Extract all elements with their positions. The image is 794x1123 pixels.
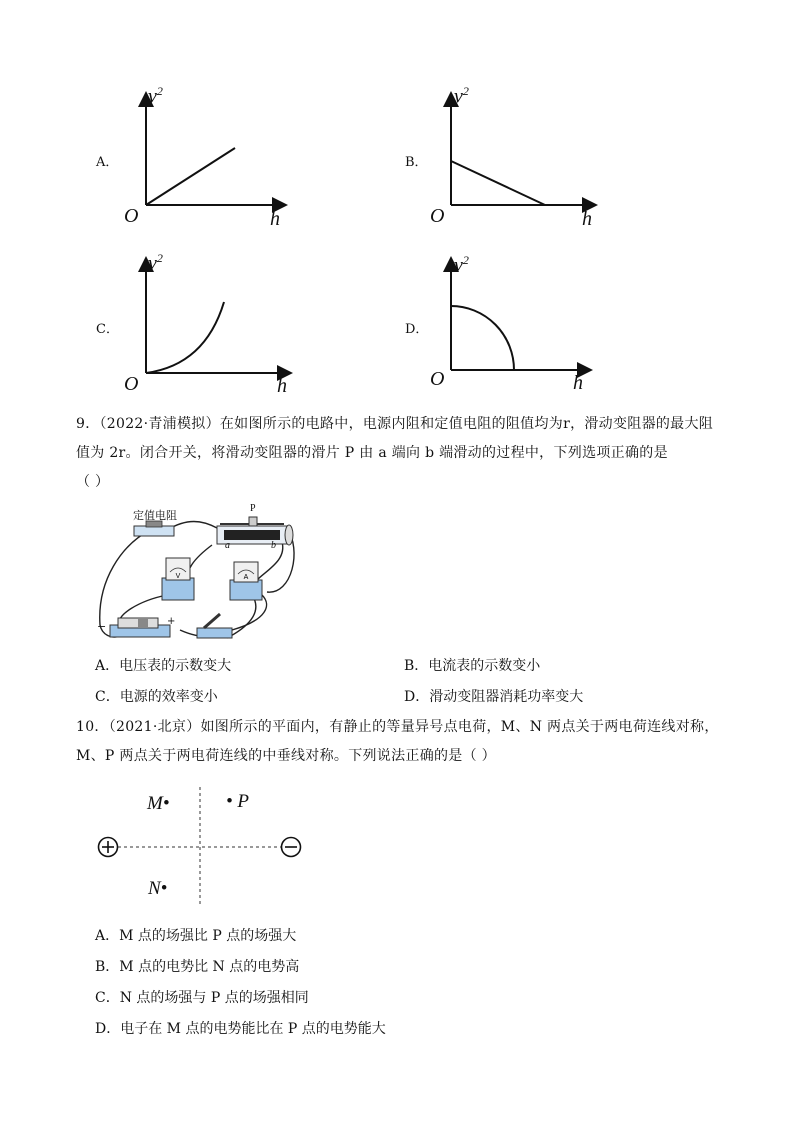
x-axis-label: h: [277, 375, 287, 397]
question-line: M、P 两点关于两电荷连线的中垂线对称。下列说法正确的是（ ）: [76, 748, 496, 764]
slider-label: P: [250, 503, 256, 514]
answer-option-b: B．电流表的示数变小: [404, 658, 541, 674]
circuit-diagram: [92, 500, 307, 645]
voltmeter: [162, 558, 194, 600]
origin-label: O: [430, 368, 445, 390]
origin-label: O: [124, 373, 139, 395]
graph-curve: [146, 302, 224, 373]
answer-option-d: D．电子在 M 点的电势能比在 P 点的电势能大: [95, 1021, 386, 1037]
voltmeter-label: V: [175, 573, 181, 580]
graph-line: [146, 148, 235, 205]
point-charges-diagram: [92, 785, 312, 910]
answer-option-c: C．N 点的场强与 P 点的场强相同: [95, 990, 309, 1006]
v2-h-curve-up-graph: [120, 250, 300, 395]
v2-h-decreasing-line-graph: [425, 85, 605, 230]
end-a-label: a: [225, 540, 230, 551]
x-axis-label: h: [582, 208, 592, 230]
option-letter: A．: [96, 155, 119, 170]
question-line: 10．（2021·北京）如图所示的平面内，有静止的等量异号点电荷，M、N 两点关于两电荷连线对称，: [76, 719, 719, 735]
option-letter: C．: [96, 322, 119, 337]
question-10-text: [76, 713, 726, 771]
fixed-resistor: [134, 521, 174, 536]
y-axis-label: $v^2$: [148, 84, 163, 108]
question-line: 值为 2r。闭合开关，将滑动变阻器的滑片 P 由 a 端向 b 端滑动的过程中，下列选项正确的是: [76, 445, 668, 461]
answer-option-c: C．电源的效率变小: [95, 689, 218, 705]
ammeter: [230, 562, 262, 600]
switch: [197, 614, 232, 638]
point-m-label: M•: [147, 793, 170, 814]
ammeter-label: A: [243, 574, 249, 581]
y-axis-label: $v^2$: [148, 251, 163, 275]
question-line: 9．（2022·青浦模拟）在如图所示的电路中，电源内阻和定值电阻的阻值均为r，滑动变阻器的最大阻: [76, 416, 714, 432]
battery-minus-label: −: [97, 620, 107, 633]
battery: [110, 618, 170, 637]
question-9-text: [76, 410, 726, 497]
point-p-label: • P: [226, 791, 250, 812]
y-axis-label: $v^2$: [454, 253, 469, 277]
option-letter: B．: [405, 155, 428, 170]
negative-charge: [282, 838, 301, 857]
fixed-resistor-label: 定值电阻: [133, 509, 177, 522]
answer-bracket: （ ）: [76, 474, 110, 490]
answer-option-b: B．M 点的电势比 N 点的电势高: [95, 959, 300, 975]
positive-charge: [99, 838, 118, 857]
origin-label: O: [430, 205, 445, 227]
y-axis-label: $v^2$: [454, 84, 469, 108]
graph-arc: [451, 306, 514, 370]
point-n-label: N•: [148, 878, 168, 899]
answer-option-a: A．M 点的场强比 P 点的场强大: [95, 928, 297, 944]
option-letter: D．: [405, 322, 429, 337]
answer-option-d: D．滑动变阻器消耗功率变大: [404, 689, 584, 705]
end-b-label: b: [271, 540, 276, 551]
x-axis-label: h: [270, 208, 280, 230]
x-axis-label: h: [573, 372, 583, 394]
origin-label: O: [124, 205, 139, 227]
battery-plus-label: +: [167, 616, 176, 627]
graph-line: [451, 161, 545, 205]
answer-option-a: A．电压表的示数变大: [95, 658, 232, 674]
